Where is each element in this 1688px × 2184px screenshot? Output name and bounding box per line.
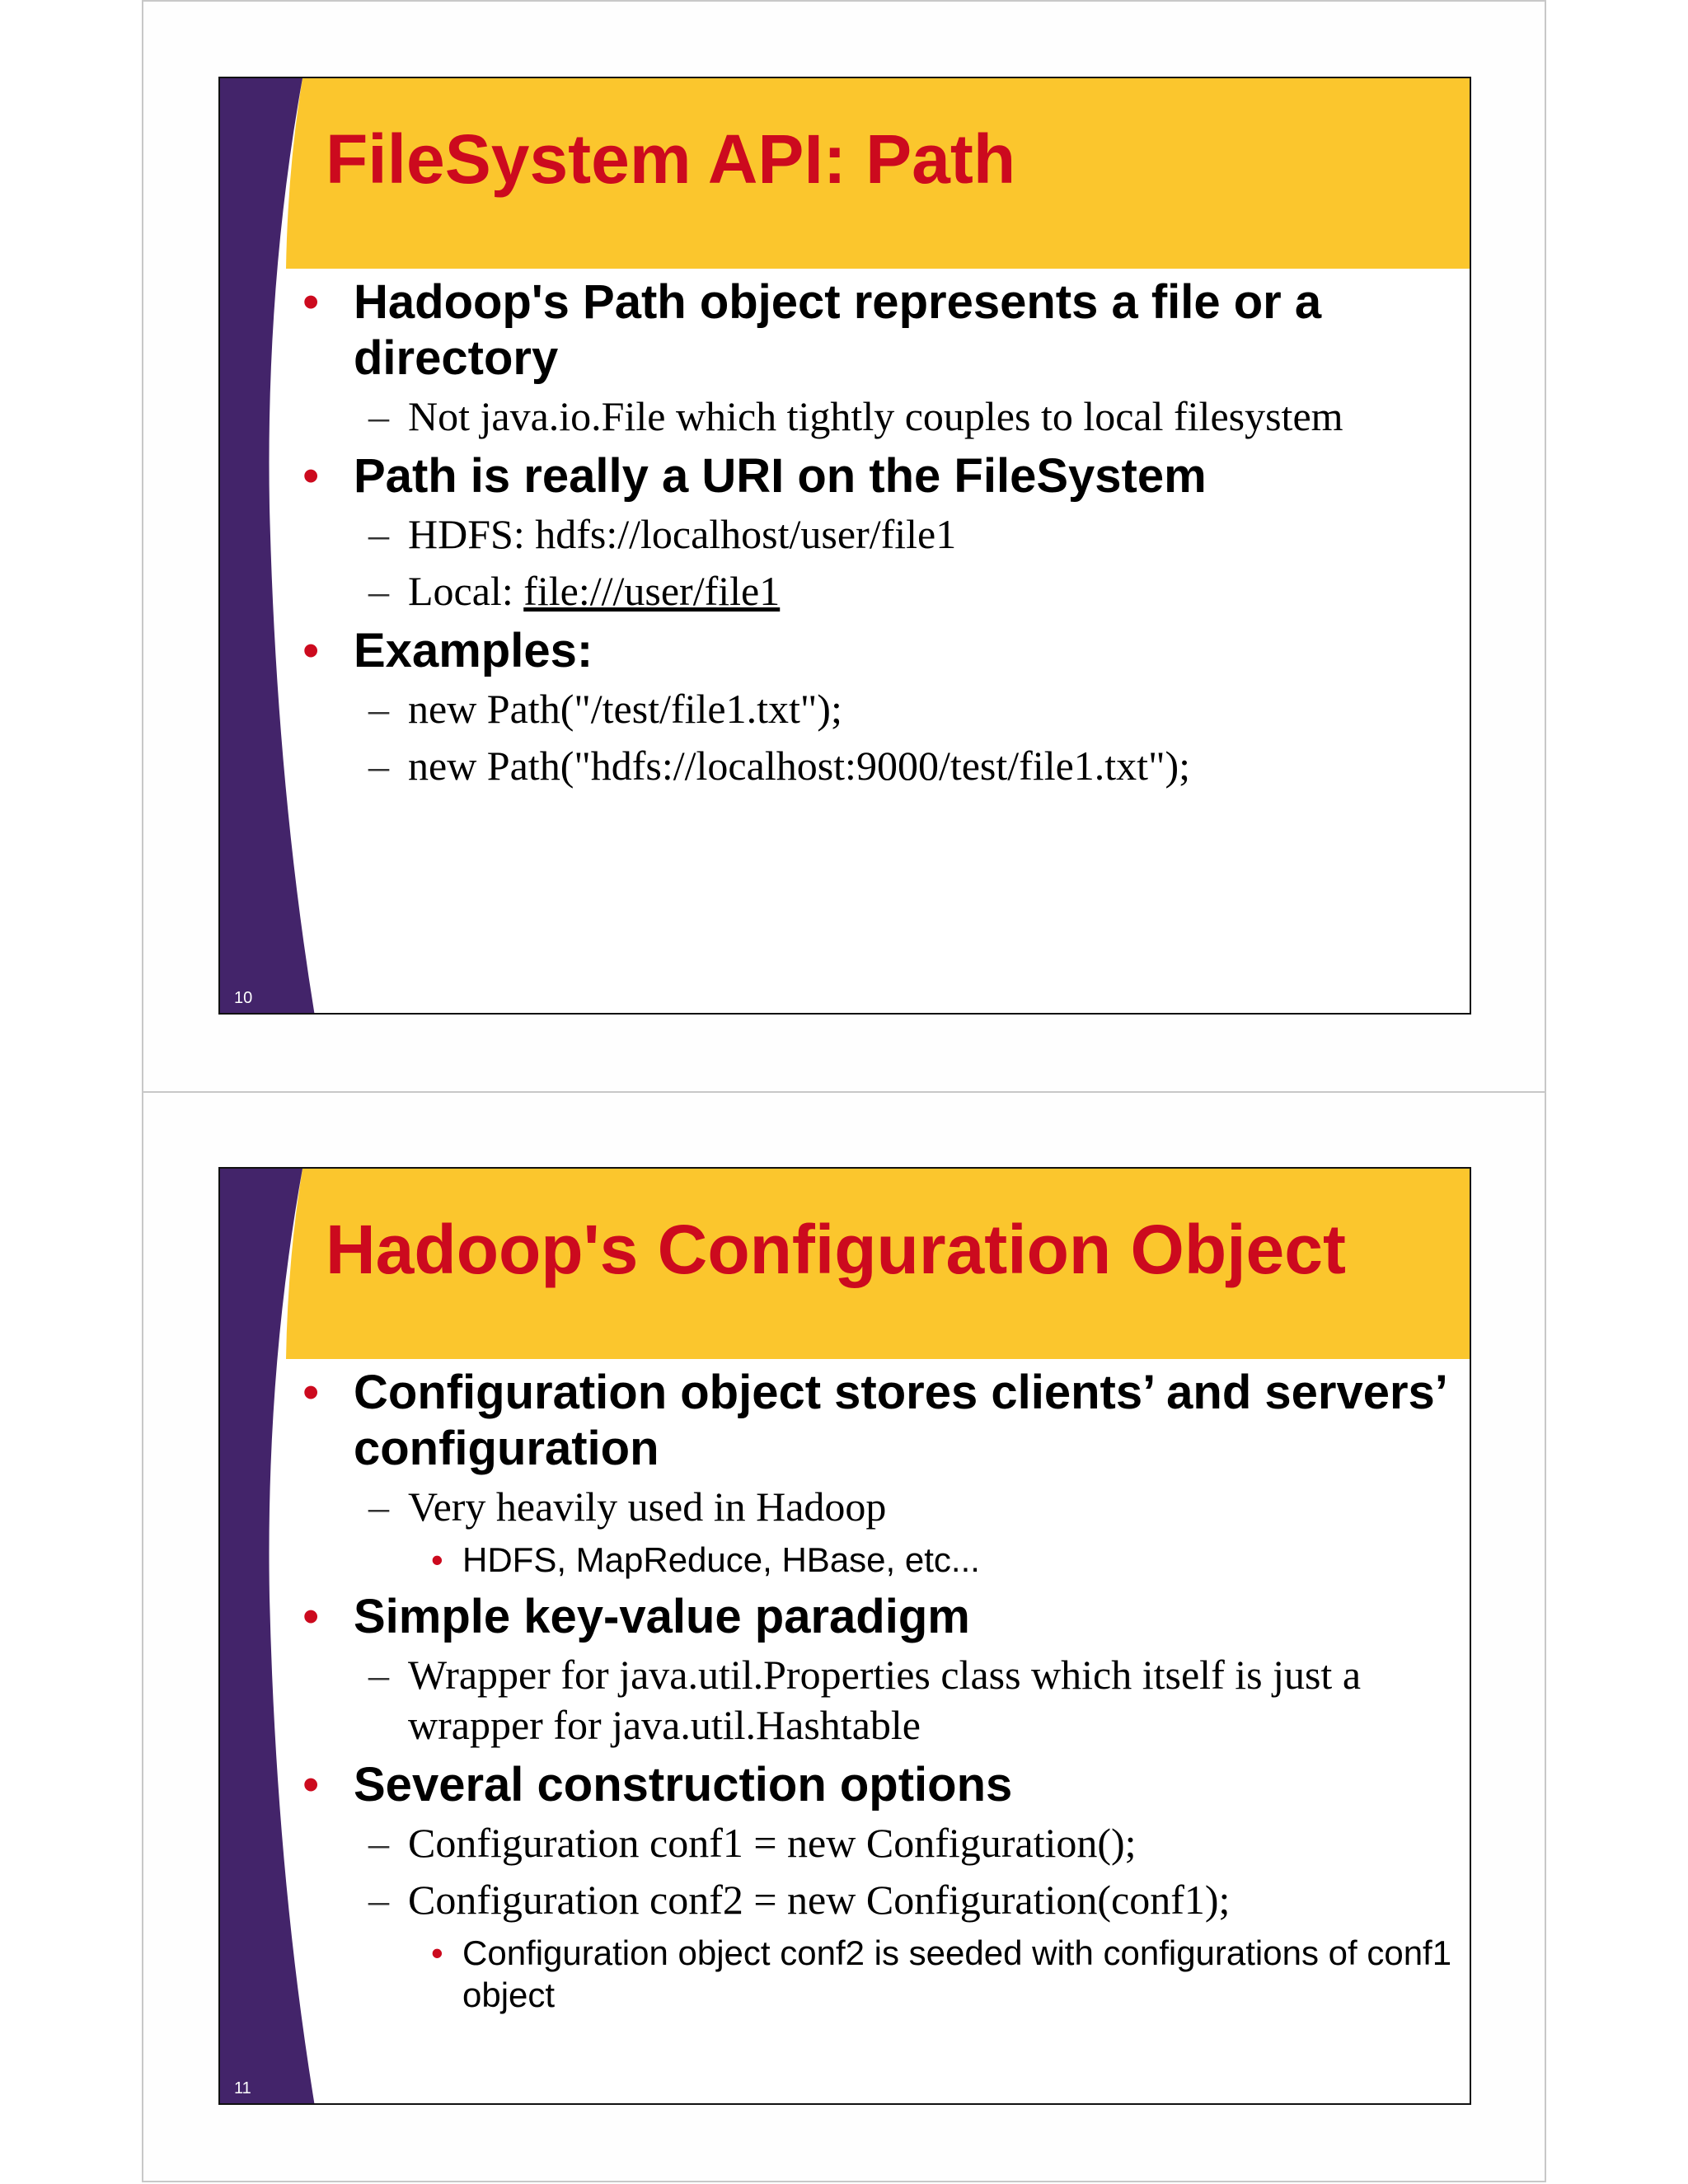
sub-bullet-item [302, 566, 1456, 616]
sub-bullet-item [302, 684, 1456, 734]
slide-11 [218, 1167, 1471, 2105]
bullet-icon: • [431, 1933, 443, 1972]
bullet-item [302, 448, 1456, 504]
slide-title: Hadoop's Configuration Object [326, 1211, 1346, 1288]
bullet-item [302, 1589, 1456, 1645]
bullet-icon: • [431, 1540, 443, 1579]
sub-bullet-text: Very heavily used in Hadoop [408, 1483, 887, 1530]
third-level-item [302, 1932, 1456, 2016]
slide-number: 10 [234, 989, 253, 1007]
dash-icon: – [368, 686, 389, 732]
dash-icon: – [368, 1877, 389, 1923]
sub-bullet-text: new Path("hdfs://localhost:9000/test/file1.txt"); [408, 743, 1191, 789]
dash-icon: – [368, 511, 389, 557]
bullet-text: Hadoop's Path object represents a file or a directory [354, 275, 1322, 385]
slide-title: FileSystem API: Path [326, 120, 1016, 198]
sub-bullet-item [302, 1818, 1456, 1868]
sub-bullet-label: Local: [408, 568, 524, 614]
sub-bullet-item [302, 1875, 1456, 1925]
slide-content [302, 274, 1456, 798]
sub-bullet-text: Not java.io.File which tightly couples to local filesystem [408, 393, 1343, 439]
dash-icon: – [368, 393, 389, 439]
third-level-item [302, 1539, 1456, 1581]
dash-icon: – [368, 1820, 389, 1866]
sub-bullet-text: Configuration conf2 = new Configuration(conf1); [408, 1877, 1231, 1923]
sub-bullet-item [302, 391, 1456, 442]
dash-icon: – [368, 1652, 389, 1698]
bullet-text: Several construction options [354, 1758, 1013, 1811]
bullet-item [302, 623, 1456, 679]
bullet-item [302, 1365, 1456, 1477]
dash-icon: – [368, 568, 389, 614]
bullet-icon: • [302, 1758, 320, 1811]
third-level-text: HDFS, MapReduce, HBase, etc... [462, 1540, 980, 1579]
bullet-text: Configuration object stores clients’ and servers’ configuration [354, 1366, 1446, 1475]
dash-icon: – [368, 1483, 389, 1530]
sub-bullet-item [302, 741, 1456, 791]
slide-number: 11 [234, 2079, 251, 2097]
bullet-text: Examples: [354, 624, 593, 677]
sub-bullet-item [302, 509, 1456, 560]
slide-10 [218, 77, 1471, 1015]
file-uri-link[interactable]: file:///user/file1 [523, 568, 781, 614]
dash-icon: – [368, 743, 389, 789]
sub-bullet-text: Configuration conf1 = new Configuration(); [408, 1820, 1137, 1866]
sub-bullet-text: HDFS: hdfs://localhost/user/file1 [408, 511, 957, 557]
slide-content [302, 1365, 1456, 2024]
page-divider [142, 1091, 1546, 1093]
bullet-icon: • [302, 275, 320, 329]
bullet-text: Path is really a URI on the FileSystem [354, 449, 1207, 503]
sub-bullet-text: new Path("/test/file1.txt"); [408, 686, 842, 732]
bullet-item [302, 1757, 1456, 1813]
bullet-text: Simple key-value paradigm [354, 1590, 970, 1643]
sub-bullet-item [302, 1482, 1456, 1532]
bullet-item [302, 274, 1456, 387]
third-level-text: Configuration object conf2 is seeded with configurations of conf1 object [462, 1933, 1452, 2014]
bullet-icon: • [302, 624, 320, 677]
bullet-icon: • [302, 449, 320, 503]
bullet-icon: • [302, 1366, 320, 1419]
bullet-icon: • [302, 1590, 320, 1643]
sub-bullet-text: Wrapper for java.util.Properties class which itself is just a wrapper for java.util.Hashtable [408, 1652, 1362, 1748]
sub-bullet-item [302, 1650, 1456, 1750]
